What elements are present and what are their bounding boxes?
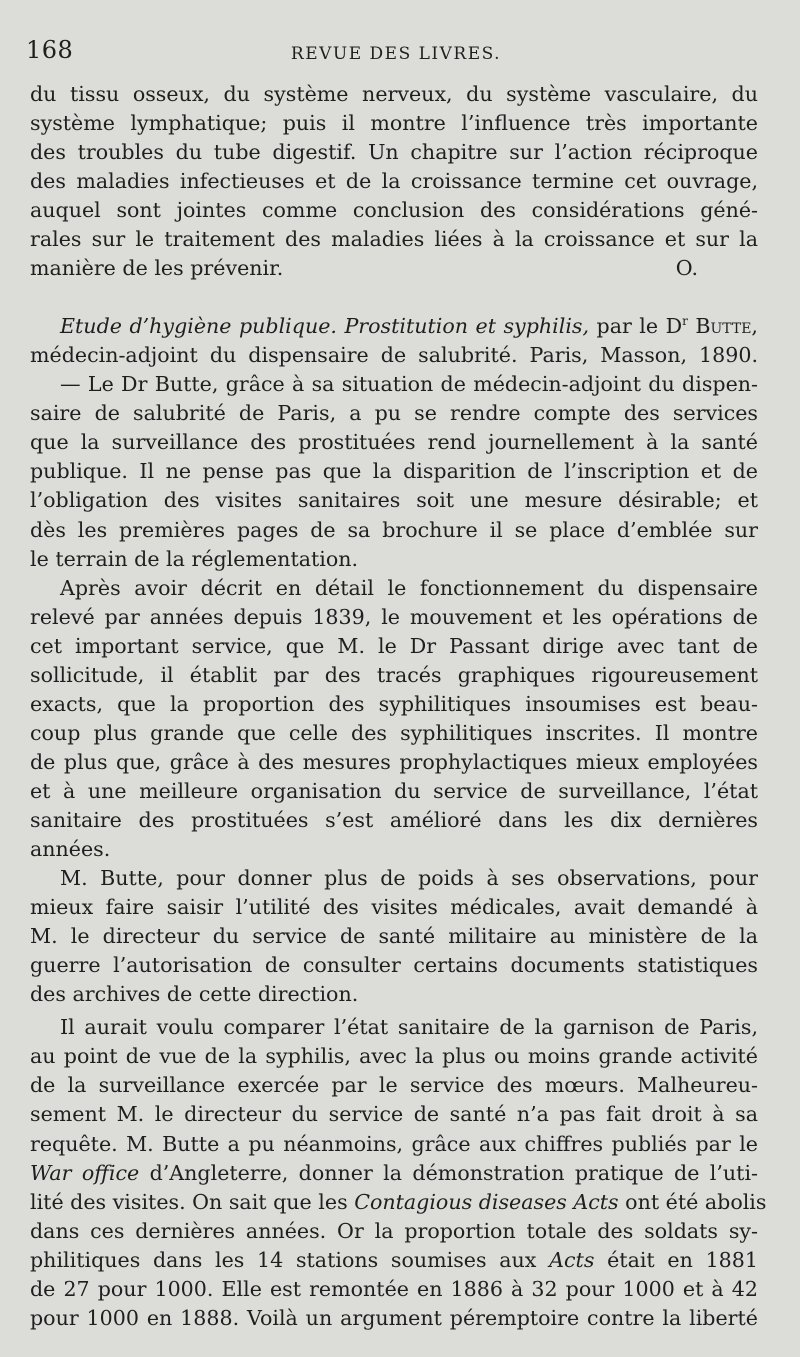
text-line: sollicitude, il établit par des tracés graphiques rigoureusement [30, 662, 758, 687]
text-line: saire de salubrité de Paris, a pu se rendre compte des services [30, 401, 758, 426]
text-line: système lymphatique; puis il montre l’influence très importante [30, 111, 758, 136]
text-line: guerre l’autorisation de consulter certains documents statistiques [30, 953, 758, 978]
review-entry [30, 307, 758, 573]
text-line: des archives de cette direction. [30, 982, 359, 1007]
text-fragment: ont été abolis [618, 1189, 767, 1214]
signoff-line [30, 254, 758, 283]
text-line [30, 1188, 767, 1217]
text-line: du tissu osseux, du système nerveux, du système vasculaire, du [30, 82, 758, 106]
text-line: relevé par années depuis 1839, le mouvement et les opérations de [30, 604, 758, 629]
text-line: Il aurait voulu comparer l’état sanitaire de la garnison de Paris, [60, 1015, 758, 1040]
text-line: publique. Il ne pense pas que la disparition de l’inscription et de [30, 459, 758, 484]
text-line: manière de les prévenir. [30, 256, 284, 281]
text-line: M. Butte, pour donner plus de poids à ses observations, pour [60, 866, 758, 891]
text-line: des maladies infectieuses et de la croissance termine cet ouvrage, [30, 169, 758, 194]
title-abbrev: r [682, 314, 688, 329]
text-line: de la surveillance exercée par le service des mœurs. Malheureu- [30, 1073, 758, 1098]
text-line: exacts, que la proportion des syphilitiques insoumises est beau- [30, 691, 758, 716]
text-line: mieux faire saisir l’utilité des visites médicales, avait demandé à [30, 895, 758, 920]
text-line [30, 1246, 758, 1275]
text-line: dans ces dernières années. Or la proportion totale des soldats sy- [30, 1218, 758, 1243]
text-line: que la surveillance des prostituées rend journellement à la santé [30, 430, 758, 455]
text-fragment: était en 1881 [594, 1247, 758, 1272]
text-line: cet important service, que M. le Dr Passant dirige avec tant de [30, 633, 758, 658]
text-line: et à une meilleure organisation du service de surveillance, l’état [30, 778, 758, 803]
acts-term: Contagious diseases Acts [354, 1189, 619, 1214]
war-office-term: War office [30, 1160, 140, 1185]
text-fragment: philitiques dans les 14 stations soumises aux [30, 1247, 550, 1272]
book-author: Butte, [687, 314, 758, 339]
text-line: de 27 pour 1000. Elle est remontée en 1886 à 32 pour 1000 et à 42 [30, 1276, 758, 1301]
text-line: au point de vue de la syphilis, avec la plus ou moins grande activité [30, 1044, 758, 1069]
acts-short-term: Acts [549, 1247, 595, 1272]
text-line: de plus que, grâce à des mesures prophylactiques mieux employées [30, 749, 758, 774]
text-line: le terrain de la réglementation. [30, 546, 359, 571]
text-line: auquel sont jointes comme conclusion des considérations géné- [30, 198, 758, 223]
text-line: dès les premières pages de sa brochure il se place d’emblée sur [30, 517, 758, 542]
text-line: sement M. le directeur du service de santé n’a pas fait droit à sa [30, 1102, 758, 1127]
text-line: années. [30, 837, 111, 862]
text-fragment: d’Angleterre, donner la démonstration pratique de l’uti- [139, 1160, 758, 1185]
paragraph [30, 574, 758, 864]
text-fragment: lité des visites. On sait que les [30, 1189, 355, 1214]
text-line: des troubles du tube digestif. Un chapitre sur l’action réciproque [30, 140, 758, 165]
text-line: médecin-adjoint du dispensaire de salubrité. Paris, Masson, 1890. [30, 343, 758, 368]
review-title-line [30, 307, 758, 341]
paragraph [30, 1013, 767, 1333]
text-line: requête. M. Butte a pu néanmoins, grâce aux chiffres publiés par le [30, 1131, 758, 1156]
by-text: par le D [589, 314, 683, 339]
text-line [30, 1159, 758, 1188]
reviewer-signature: O. [675, 256, 698, 281]
page-number: 168 [26, 36, 74, 64]
paragraph [30, 864, 758, 1009]
book-title: Etude d’hygiène publique. Prostitution et syphilis, [60, 314, 590, 339]
text-line: — Le Dr Butte, grâce à sa situation de médecin-adjoint du dispen- [60, 372, 758, 397]
text-line: coup plus grande que celle des syphilitiques inscrites. Il montre [30, 720, 758, 745]
text-line: M. le directeur du service de santé militaire au ministère de la [30, 924, 758, 949]
text-line: l’obligation des visites sanitaires soit une mesure désirable; et [30, 488, 758, 513]
running-title: REVUE DES LIVRES. [290, 44, 502, 64]
page-body [30, 80, 767, 1333]
paragraph-continuation [30, 80, 758, 283]
text-line: pour 1000 en 1888. Voilà un argument péremptoire contre la liberté [30, 1305, 758, 1330]
text-line: rales sur le traitement des maladies liées à la croissance et sur la [30, 227, 758, 252]
text-line: sanitaire des prostituées s’est amélioré dans les dix dernières [30, 807, 758, 832]
text-line: Après avoir décrit en détail le fonctionnement du dispensaire [60, 575, 758, 600]
page-header [22, 36, 770, 70]
